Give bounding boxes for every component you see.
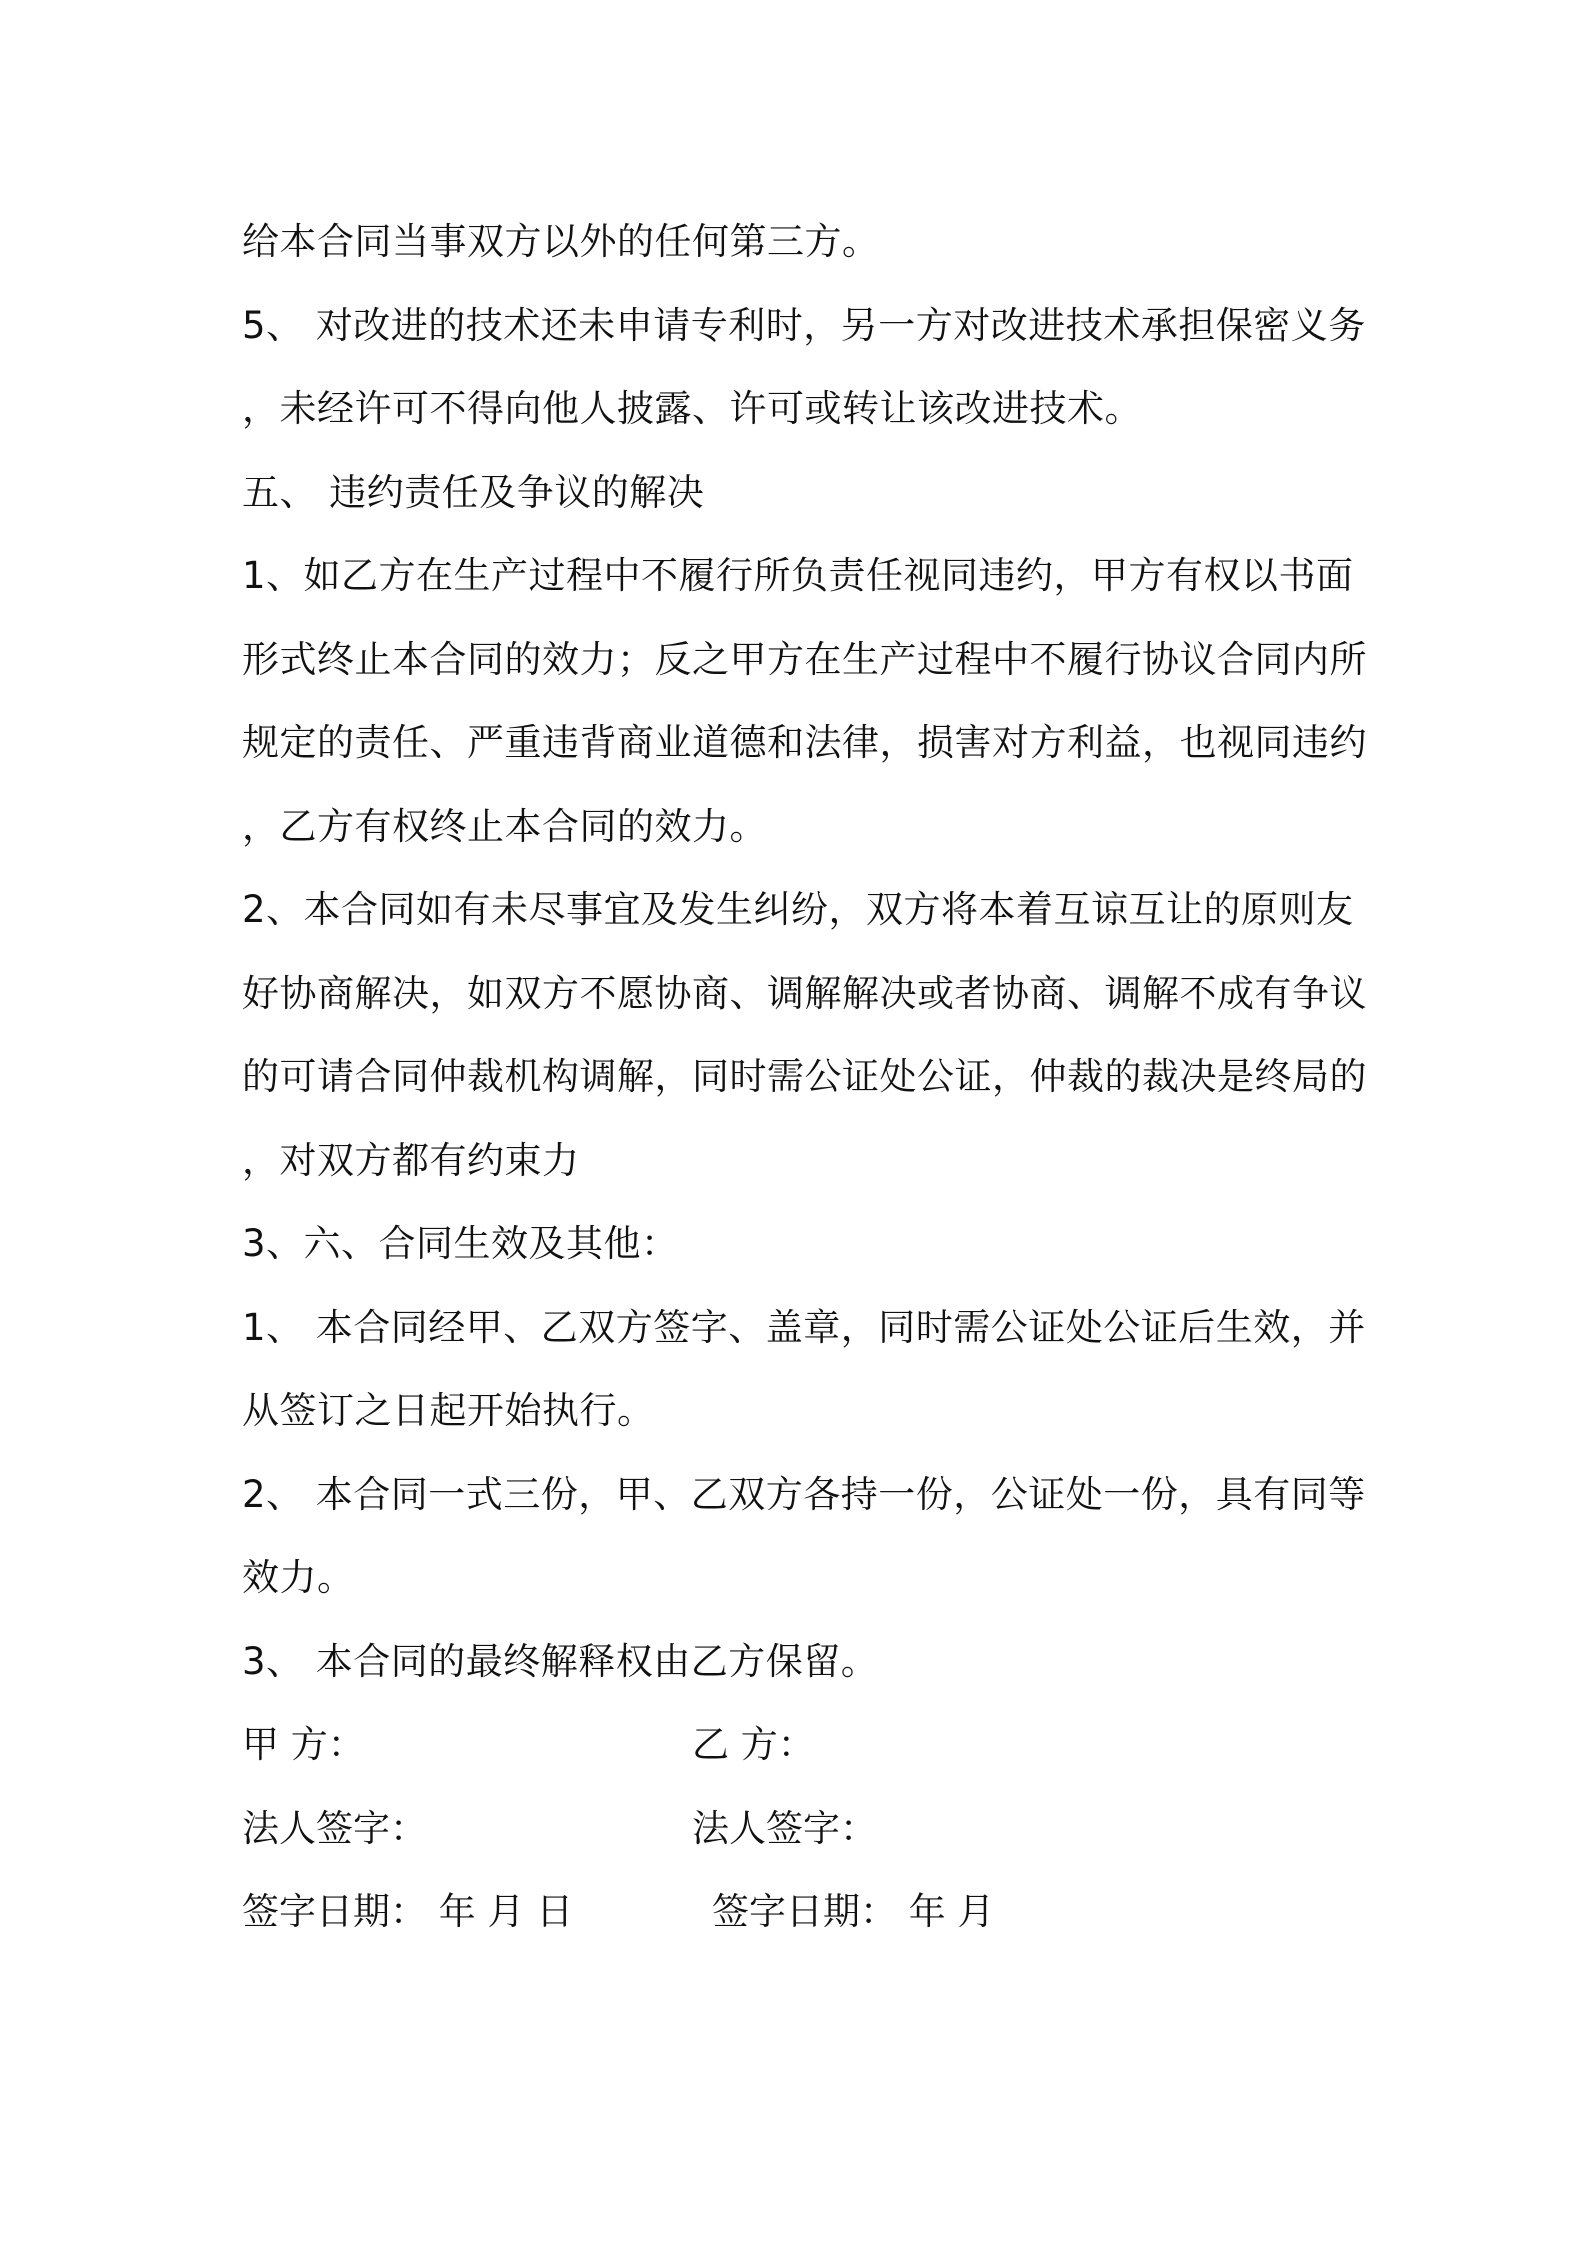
text-line: ，乙方有权终止本合同的效力。 xyxy=(242,804,767,848)
document-body xyxy=(242,200,1367,1954)
party-a-legal-rep-label: 法人签字： xyxy=(242,1806,427,1850)
text-line: 1、 本合同经甲、乙双方签字、盖章，同时需公证处公证后生效，并 xyxy=(242,1305,1366,1349)
text-line: 规定的责任、严重违背商业道德和法律，损害对方利益，也视同违约 xyxy=(242,721,1367,764)
party-a-date-label: 签字日期： 年 月 日 xyxy=(242,1890,574,1933)
signature-legal-rep-row xyxy=(242,1787,1362,1871)
party-b-legal-rep-label: 法人签字： xyxy=(692,1806,877,1850)
text-line: 2、 本合同一式三份，甲、乙双方各持一份，公证处一份，具有同等 xyxy=(242,1472,1366,1516)
text-line: 3、 本合同的最终解释权由乙方保留。 xyxy=(242,1639,879,1683)
section-heading: 五、 违约责任及争议的解决 xyxy=(242,470,705,514)
text-line: 好协商解决，如双方不愿协商、调解解决或者协商、调解不成有争议 xyxy=(242,971,1367,1015)
text-line: 2、本合同如有未尽事宜及发生纠纷，双方将本着互谅互让的原则友 xyxy=(242,888,1354,931)
party-b-label: 乙 方： xyxy=(692,1723,815,1766)
text-line: 效力。 xyxy=(242,1556,355,1599)
text-line: 形式终止本合同的效力；反之甲方在生产过程中不履行协议合同内所 xyxy=(242,637,1367,681)
text-line: 的可请合同仲裁机构调解，同时需公证处公证，仲裁的裁决是终局的 xyxy=(242,1055,1367,1098)
party-b-date-label: 签字日期： 年 月 xyxy=(712,1890,995,1933)
section-heading: 3、六、合同生效及其他： xyxy=(242,1222,679,1265)
text-line: 5、 对改进的技术还未申请专利时，另一方对改进技术承担保密义务 xyxy=(242,303,1366,347)
text-line: 1、如乙方在生产过程中不履行所负责任视同违约，甲方有权以书面 xyxy=(242,554,1354,597)
text-line: 给本合同当事双方以外的任何第三方。 xyxy=(242,220,880,263)
signature-party-row xyxy=(242,1703,1362,1787)
text-line: ，未经许可不得向他人披露、许可或转让该改进技术。 xyxy=(242,387,1142,430)
signature-date-row xyxy=(242,1870,1362,1954)
text-line: ，对双方都有约束力 xyxy=(242,1138,580,1182)
text-line: 从签订之日起开始执行。 xyxy=(242,1389,655,1432)
party-a-label: 甲 方： xyxy=(242,1723,365,1766)
